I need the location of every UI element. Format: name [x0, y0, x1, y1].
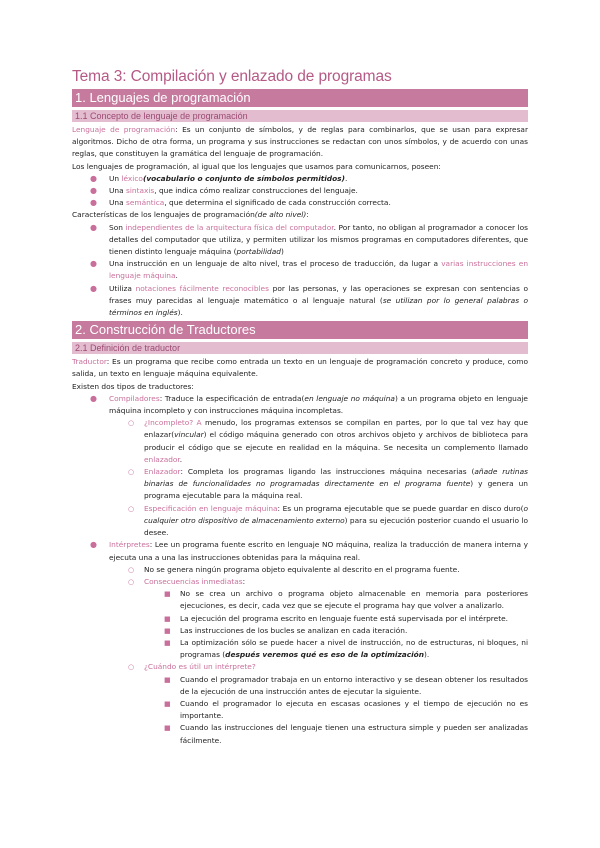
- text: ).: [424, 650, 430, 660]
- text: : Traduce la especificación de entrada(: [159, 393, 305, 403]
- square-bullet-icon: ■: [164, 675, 171, 684]
- text: , que determina el significado de cada construcción correcta.: [164, 198, 391, 208]
- emphasis: en lenguaje no máquina: [304, 393, 395, 403]
- text: ): [280, 247, 284, 257]
- text: La optimización sólo se puede hacer a nivel de instrucción, no de estructuras, ni bloques, ni programas (: [180, 637, 528, 660]
- text: : Es un programa ejecutable que se puede guardar en disco duro(: [277, 503, 524, 513]
- list-item: [72, 698, 528, 722]
- interpreters-sublist: [109, 564, 528, 747]
- text: No se genera ningún programa objeto equivalente al descrito en el programa fuente.: [144, 564, 460, 574]
- list-item: [72, 283, 528, 320]
- term: Especificación en lenguaje máquina: [144, 503, 278, 513]
- list-item: [72, 417, 528, 466]
- intro-paragraph: Los lenguajes de programación, al igual que los lenguajes que usamos para comunicarnos, poseen:: [72, 161, 441, 171]
- list-item: [72, 173, 528, 185]
- text: : Es un conjunto de símbolos, y de reglas para combinarlos, que se usan para expresar algoritmos. Dicho de otra forma, un programa y sus instrucciones se redactan con unos símbolos, y de acuerdo con unas reglas, que constituyen la gramática del lenguaje de programación.: [72, 125, 528, 159]
- list-item: [72, 258, 528, 282]
- text: : Completa los programas ligando las instrucciones máquina necesarias (: [180, 467, 475, 477]
- emphasis: se utilizan por lo general palabras o términos en inglés: [109, 295, 528, 318]
- compilers-sublist: [109, 417, 528, 539]
- square-bullet-icon: ■: [164, 626, 171, 635]
- list-item: [72, 185, 528, 197]
- list-item-interpreters: [72, 539, 528, 746]
- subsection-heading-2-1: 2.1 Definición de traductor: [72, 342, 528, 354]
- definition-paragraph: [72, 124, 528, 161]
- emphasis: vincular: [174, 430, 204, 440]
- emphasis: portabilidad: [236, 247, 281, 257]
- list-item-compilers: [72, 393, 528, 539]
- list-item: [72, 613, 528, 625]
- circle-bullet-icon: ○: [128, 565, 135, 574]
- bullet-icon: ●: [90, 186, 97, 196]
- list-item: [72, 625, 528, 637]
- bullet-icon: ●: [90, 393, 97, 403]
- text: Las instrucciones de los bucles se analizan en cada iteración.: [180, 625, 408, 635]
- list-item: [72, 576, 528, 661]
- translator-definition: [72, 356, 528, 380]
- text: .: [344, 173, 348, 183]
- text: .: [175, 271, 178, 281]
- term: independientes de la arquitectura física del computador: [125, 222, 334, 232]
- text: :: [242, 576, 246, 586]
- term: sintaxis: [125, 186, 155, 196]
- list-item: [72, 661, 528, 746]
- text: .: [179, 454, 183, 464]
- text: : Es un programa que recibe como entrada un texto en un lenguaje de programación concreto y produce, como salida, un texto en lenguaje máquina equivalente.: [72, 357, 528, 379]
- list-item: [72, 197, 528, 209]
- text: menudo, los programas extensos se compilan en partes, por lo que tal vez hay que enlazar(: [144, 418, 528, 440]
- square-bullet-icon: ■: [164, 614, 171, 623]
- square-bullet-icon: ■: [164, 638, 171, 647]
- text: La ejecución del programa escrito en lenguaje fuente está supervisada por el intérprete.: [180, 613, 509, 623]
- bullet-icon: ●: [90, 283, 97, 293]
- text: ) y genera un programa ejecutable para la máquina real.: [144, 479, 528, 501]
- term: Intérpretes: [109, 540, 150, 550]
- term: varias instrucciones en lenguaje máquina: [109, 259, 529, 281]
- list-item: [72, 637, 528, 661]
- term: léxico: [121, 173, 143, 183]
- emphasis: (de alto nivel): [254, 210, 307, 220]
- types-intro: Existen dos tipos de traductores:: [72, 381, 194, 391]
- list-item: [72, 674, 528, 698]
- emphasis: (vocabulario o conjunto de símbolos permitidos): [142, 173, 345, 183]
- text: : Lee un programa fuente escrito en lenguaje NO máquina, realiza la traducción de manera interna y ejecuta una a una las instrucciones obtenidas para la máquina real.: [109, 540, 528, 562]
- text: . Por tanto, no obligan al programador a conocer los detalles del computador que utiliza, y permiten utilizar los mismos programas en computadores diferentes, que tienen distinto lenguaje máquina (: [109, 222, 528, 257]
- term: semántica: [125, 198, 165, 208]
- subsection-heading-1-1: 1.1 Concepto de lenguaje de programación: [72, 110, 528, 122]
- text: ) para su ejecución posterior cuando el usuario lo desee.: [144, 515, 529, 538]
- text: , que indica cómo realizar construcciones del lenguaje.: [154, 186, 358, 196]
- term: Enlazador: [144, 467, 181, 477]
- bullet-icon: ●: [90, 259, 97, 269]
- text: Un: [109, 173, 122, 183]
- text: :: [306, 210, 309, 220]
- list-item: [72, 564, 528, 576]
- term: Compiladores: [109, 393, 160, 403]
- text: Cuando el programador lo ejecuta en escasas ocasiones y el tiempo de ejecución no es importante.: [180, 698, 528, 721]
- emphasis: después veremos qué es eso de la optimización: [225, 650, 425, 660]
- circle-bullet-icon: ○: [128, 663, 135, 672]
- text: Cuando el programador trabaja en un entorno interactivo y se desean obtener los resultados de la ejecución de una instrucción antes de ejecutar la siguiente.: [180, 674, 528, 696]
- page-title: Tema 3: Compilación y enlazado de programas: [72, 68, 392, 85]
- list-item: [72, 503, 528, 540]
- circle-bullet-icon: ○: [128, 577, 135, 586]
- term: Consecuencias inmediatas: [144, 576, 243, 586]
- emphasis: o cualquier otro dispositivo de almacenamiento externo: [144, 503, 529, 525]
- bullet-icon: ●: [90, 173, 97, 183]
- section-heading-2: 2. Construcción de Traductores: [72, 321, 528, 339]
- list-item: [72, 722, 528, 746]
- consequences-list: [144, 588, 528, 661]
- text: No se crea un archivo o programa objeto almacenable en memoria para posteriores ejecuciones, es decir, cada vez que se ejecute el programa hay que volver a analizarlo.: [180, 589, 528, 611]
- square-bullet-icon: ■: [164, 724, 171, 733]
- text: por las personas, y las operaciones se expresan con sentencias o frases muy parecidas al lenguaje matemático o al lenguaje natural (: [109, 283, 529, 305]
- emphasis: añade rutinas binarias de funcionalidades no programadas directamente en el programa fuente: [144, 467, 528, 489]
- bullet-icon: ●: [90, 198, 97, 208]
- term: enlazador: [144, 454, 180, 464]
- circle-bullet-icon: ○: [128, 504, 135, 513]
- text: Utiliza: [109, 283, 136, 293]
- text: Son: [109, 222, 126, 232]
- text: Una instrucción en un lenguaje de alto nivel, tras el proceso de traducción, da lugar a: [109, 259, 442, 269]
- term: Lenguaje de programación: [72, 125, 176, 134]
- term: ¿Incompleto? A: [144, 418, 202, 428]
- text: Una: [109, 186, 126, 196]
- text: ).: [177, 308, 183, 318]
- list-item: [72, 222, 528, 259]
- square-bullet-icon: ■: [164, 699, 171, 708]
- bullet-icon: ●: [90, 540, 97, 550]
- circle-bullet-icon: ○: [128, 419, 135, 428]
- term: ¿Cuándo es útil un intérprete?: [144, 662, 256, 672]
- properties-list: [72, 173, 528, 210]
- text: ) a un programa objeto en lenguaje máquina incompleto y con instrucciones máquina incompletas.: [109, 393, 528, 416]
- text: Una: [109, 198, 126, 208]
- characteristics-list: [72, 222, 528, 320]
- section-heading-1: 1. Lenguajes de programación: [72, 89, 528, 107]
- term: Traductor: [72, 357, 107, 367]
- bullet-icon: ●: [90, 222, 97, 232]
- square-bullet-icon: ■: [164, 590, 171, 599]
- document-page: [72, 68, 528, 747]
- circle-bullet-icon: ○: [128, 468, 135, 477]
- when-useful-list: [144, 674, 528, 747]
- characteristics-intro: [72, 209, 528, 221]
- list-item: [72, 588, 528, 612]
- list-item: [72, 466, 528, 503]
- text: Características de los lenguajes de programación: [72, 210, 255, 220]
- text: Cuando las instrucciones del lenguaje tienen una estructura simple y pueden ser analizadas fácilmente.: [180, 723, 528, 745]
- text: ) el código máquina generado con otros archivos objeto y archivos de biblioteca para producir el código que se ejecute en realidad en la máquina. Se necesita un complemento llamado: [144, 430, 528, 452]
- term: notaciones fácilmente reconocibles: [135, 283, 269, 293]
- translator-types-list: [72, 393, 528, 747]
